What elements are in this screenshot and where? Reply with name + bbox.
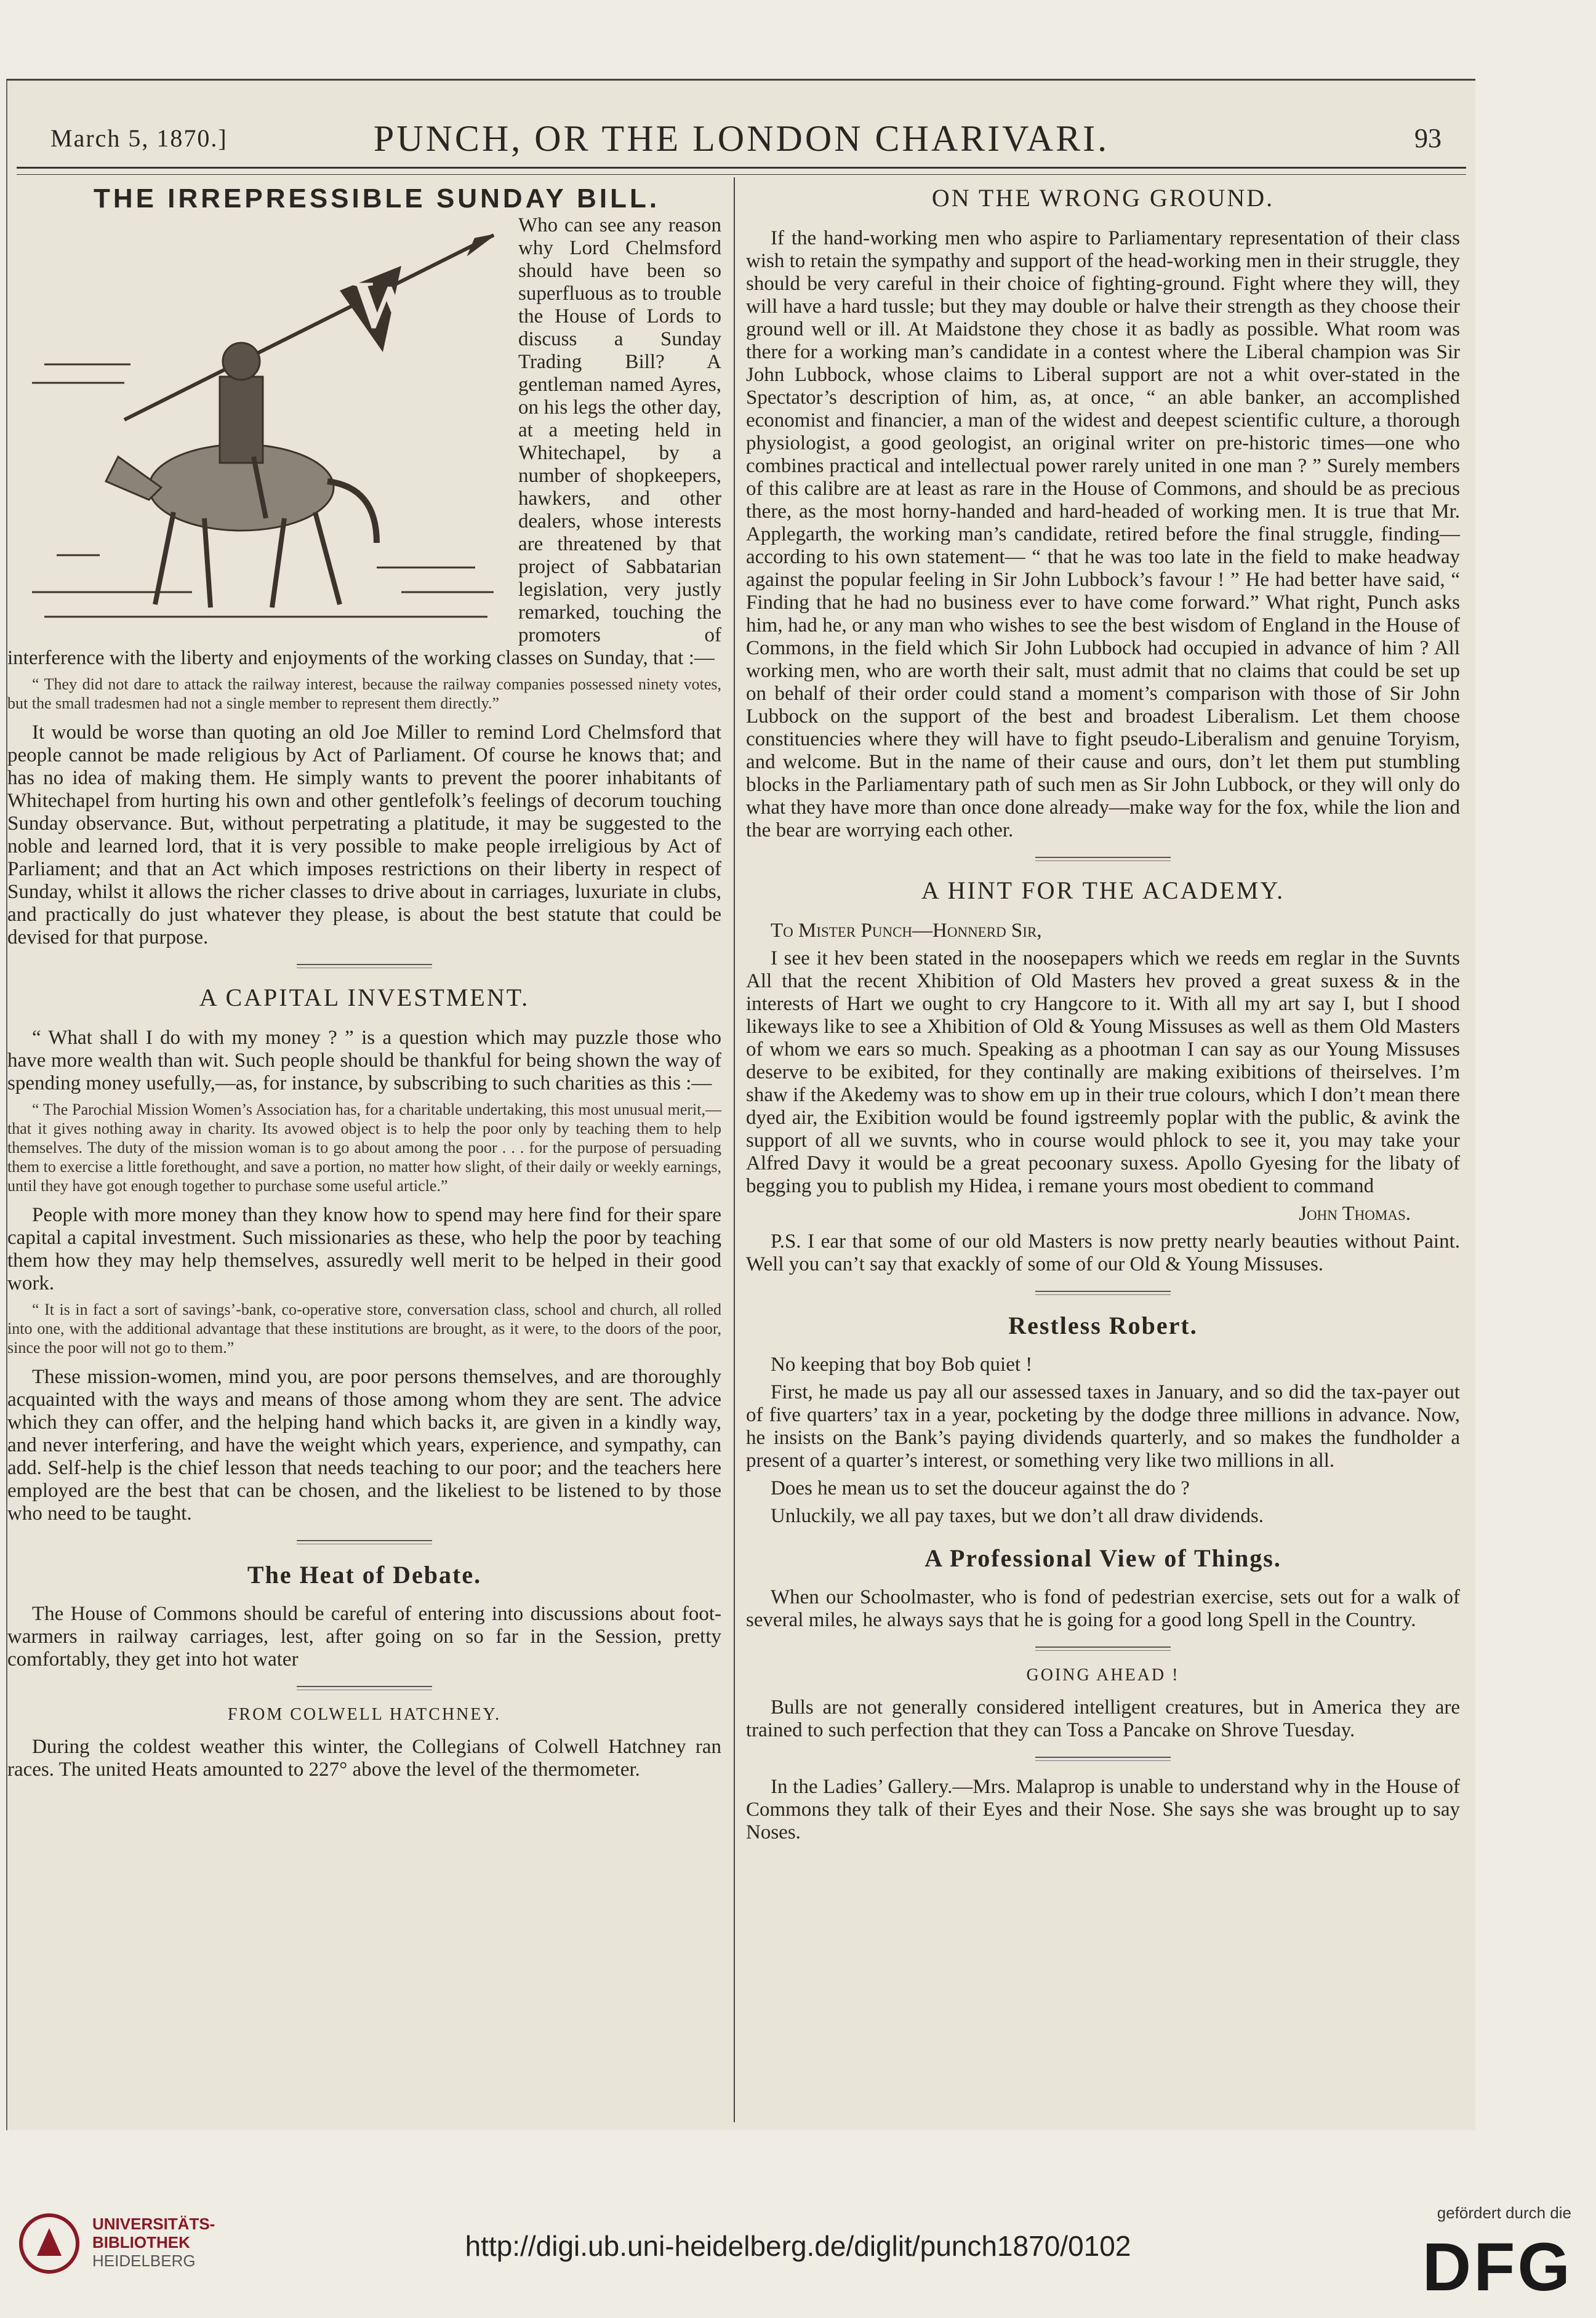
capital-investment-p1: “ What shall I do with my money ? ” is a question which may puzzle those who have more wealth than wit. Such people should be thankful for being shown the way of spending money usefully,—as, for instance, by subscribing to such charities as this :— (7, 1027, 721, 1094)
section-rule (1035, 857, 1171, 861)
column-divider (734, 177, 735, 2122)
header-rule-thin (17, 174, 1466, 175)
left-column (7, 177, 721, 1786)
section-rule (297, 1540, 432, 1544)
going-ahead-text: Bulls are not generally considered intelligent creatures, but in America they are trained to such perfection that they can Toss a Pancake on Shrove Tuesday. (746, 1696, 1460, 1741)
issue-date: March 5, 1870.] (50, 124, 228, 152)
article-title-colwell-hatchney: FROM COLWELL HATCHNEY. (227, 1705, 502, 1724)
header-rule (17, 167, 1466, 169)
colwell-hatchney-text: During the coldest weather this winter, the Collegians of Colwell Hatchney ran races. The united Heats amounted to 227° above the level of the thermometer. (7, 1736, 721, 1781)
restless-robert-p1: No keeping that boy Bob quiet ! (771, 1354, 1033, 1376)
article-title-wrong-ground: ON THE WRONG GROUND. (931, 184, 1275, 212)
capital-investment-p3: These mission-women, mind you, are poor persons themselves, and are thoroughly acquainted with the ways and means of those among whom they are sent. The advice which they can offer, and the helping hand which backs it, are given in a kindly way, and never interfering, and have the weight which years, experience, and sympathy, can add. Self-help is the chief lesson that needs teaching to our poor; and the teachers here employed are the best that can be chosen, and the likeliest to be listened to by those who need to be taught. (7, 1366, 721, 1525)
section-rule (1035, 1291, 1171, 1295)
page-header (7, 105, 1475, 161)
article-title-going-ahead: GOING AHEAD ! (1026, 1666, 1180, 1685)
sunday-bill-intro: Who can see any reason why Lord Chelmsford should have been so superfluous as to trouble the House of Lords to discuss a Sunday Trading Bill? A gentleman named Ayres, on his legs the other day, at a meeting held in Whitechapel, by a number of shopkeepers, hawkers, and other dealers, whose interests are threatened by that project of Sabbatarian legislation, very justly remarked, touching the promoters of interference with the liberty and enjoyments of the working classes on Sunday, that :— (7, 214, 721, 669)
professional-view-text: When our Schoolmaster, who is fond of pedestrian exercise, sets out for a walk of several miles, he always says that he is going for a good long Spell in the Country. (746, 1586, 1460, 1631)
knight-lance-illustration (7, 223, 506, 641)
page-number: 93 (1414, 123, 1442, 153)
article-title-professional-view: A Professional View of Things. (924, 1544, 1281, 1572)
right-column (746, 177, 1460, 1849)
capital-investment-quote1: “ The Parochial Mission Women’s Association has, for a charitable undertaking, this most unusual merit,—that it gives nothing away in charity. Its avowed object is to help the poor only by teaching them to help themselves. The duty of the mission woman is to go about among the poor . . . for the purpose of persuading them to exercise a little forethought, and save a portion, no matter how slight, of their daily or weekly earnings, until they have got enough together to purchase some useful article.” (7, 1101, 721, 1195)
section-rule (297, 964, 432, 968)
article-title-capital-investment: A CAPITAL INVESTMENT. (199, 984, 530, 1011)
article-title-heat-of-debate: The Heat of Debate. (247, 1561, 482, 1589)
hint-academy-postscript: P.S. I ear that some of our old Masters is now pretty nearly beauties without Paint. Well you can’t say that exackly of some of our Old & Young Missuses. (746, 1230, 1460, 1275)
capital-investment-p2: People with more money than they know how to spend may here find for their spare capital a capital investment. Such missionaries as these, who help the poor by teaching them how they may help themselves, assuredly well merit to be helped in their good work. (7, 1204, 721, 1294)
restless-robert-p2: First, he made us pay all our assessed taxes in January, and so did the tax-payer out of five quarters’ tax in a year, pocketing by the dodge three millions in advance. Now, he insists on the Bank’s paying dividends quarterly, and so makes the fundholder a present of a quarter’s interest, or something very like two millions in all. (746, 1381, 1460, 1472)
wrong-ground-text: If the hand-working men who aspire to Parliamentary representation of their class wish to retain the sympathy and support of the head-working men in their struggle, they should be very careful in their choice of fighting-ground. Fight where they will, they will have a hard tussle; but they may double or halve their strength as they choose their ground well or ill. At Maidstone they chose it as badly as possible. What room was there for a working man’s candidate in a contest where the Liberal champion was Sir John Lubbock, whose claims to Liberal support are not a whit over-stated in the Spectator’s description of him, as, at once, “ an able banker, an accomplished economist and financier, a man of the widest and deepest scientific culture, a thorough physiologist, a good geologist, an original writer on pre-historic times—one who combines practical and intellectual power rarely united in one man ? ” Surely members of this calibre are at least as rare in the House of Commons, and should be as precious there, as the most horny-handed and hard-headed of working men. It is true that Mr. Applegarth, the working man’s candidate, retired before the final struggle, finding—according to his own statement— “ that he was too late in the field to make headway against the popular feeling in Sir John Lubbock’s favour ! ” He had better have said, “ Finding that he had no business ever to have come forward.” What right, Punch asks him, had he, or any man who wishes to see the best wisdom of England in the House of Commons, in the field which Sir John Lubbock had occupied in advance of him ? All working men, who are worth their salt, must admit that no claims that could be set up on behalf of their order could stand a moment’s comparison with those of Sir John Lubbock on the support of the best and broadest Liberalism. Let them choose constituencies where they will have to fight pseudo-Liberalism and genuine Toryism, and welcome. But in the name of their cause and ours, don’t let them put stumbling blocks in the Parliamentary path of such men as Sir John Lubbock, or they will only do what they have more than once done already—make way for the fox, while the lion and the bear are worrying each other. (746, 227, 1460, 841)
dfg-logo: DFG (1422, 2229, 1573, 2305)
article-title-hint-academy: A HINT FOR THE ACADEMY. (921, 876, 1285, 904)
section-rule (1035, 1646, 1171, 1651)
article-title-restless-robert: Restless Robert. (1008, 1312, 1198, 1339)
restless-robert-p3: Does he mean us to set the douceur against the do ? (771, 1477, 1190, 1499)
funding-label: gefördert durch die (1437, 2204, 1571, 2222)
digitization-footer (0, 2179, 1596, 2305)
sunday-bill-quote: “ They did not dare to attack the railway interest, because the railway companies possessed ninety votes, but the small tradesmen had not a single member to represent them directly.” (7, 675, 721, 712)
capital-investment-quote2: “ It is in fact a sort of savings’-bank, co-operative store, conversation class, school and church, all rolled into one, with the additional advantage that these institutions are brought, as it were, to the doors of the poor, since the poor will not go to them.” (7, 1301, 721, 1357)
hint-academy-letter: I see it hev been stated in the noosepapers which we reeds em reglar in the Suvnts All that the recent Xhibition of Old Masters hev proved a great suxess & in the interests of Hart we ought to cry Hangcore to it. With all my art say I, but I shood likeways like to see a Xhibition of Old & Young Missuses as well as them Old Masters of whom we ears so much. Speaking as a phootman I can say as our Young Missuses deserve to be exibited, for they continally are making exibitions of theirselves. I’m shaw if the Akedemy was to show em up in their true colours, which I don’t mean there dyed air, the Exibition would be found igstreemly poplar with the public, & avink the support of all we suvnts, who in course would phlock to see it, you may take your Alfred Davy it would be a great pecoonary suxess. Apollo Gyesing for the libaty of begging you to publish my Hidea, i remane yours most obedient to command (746, 947, 1460, 1197)
restless-robert-p4: Unluckily, we all pay taxes, but we don’t all draw dividends. (771, 1505, 1264, 1527)
hint-academy-salutation: To Mister Punch—Honnerd Sir, (771, 920, 1042, 942)
section-rule (297, 1686, 432, 1690)
section-rule (1035, 1757, 1171, 1761)
article-title-sunday-bill: THE IRREPRESSIBLE SUNDAY BILL. (94, 183, 660, 214)
source-url-link[interactable]: http://digi.ub.uni-heidelberg.de/diglit/punch1870/0102 (465, 2230, 1131, 2262)
ladies-gallery-text: In the Ladies’ Gallery.—Mrs. Malaprop is unable to understand why in the House of Commons they talk of their Eyes and their Nose. She says she was brought up to say Noses. (746, 1776, 1460, 1843)
library-name: UNIVERSITÄTS- BIBLIOTHEK HEIDELBERG (92, 2215, 215, 2270)
knight-on-horse-icon (7, 223, 506, 641)
masthead-title: PUNCH, OR THE LONDON CHARIVARI. (373, 118, 1110, 159)
heat-of-debate-text: The House of Commons should be careful of entering into discussions about foot-warmers in railway carriages, lest, after going on so far in the Session, pretty comfortably, they get into hot water (7, 1603, 721, 1670)
hint-academy-signature: John Thomas. (1299, 1203, 1411, 1225)
sunday-bill-body: It would be worse than quoting an old Joe Miller to remind Lord Chelmsford that people cannot be made religious by Act of Parliament. Of course he knows that; and has no idea of making them. He simply wants to prevent the poorer inhabitants of Whitechapel from hurting his own and other gentlefolk’s feelings of decorum touching Sunday observance. But, without perpetrating a platitude, it may be suggested to the noble and learned lord, that it is very possible to make people irreligious by Act of Parliament; and that an Act which imposes restrictions on their liberty in respect of Sunday, whilst it allows the richer classes to drive about in carriages, luxuriate in clubs, and practically do just whatever they please, is about the best statute that could be devised for that purpose. (7, 721, 721, 948)
svg-text:W: W (352, 267, 420, 342)
